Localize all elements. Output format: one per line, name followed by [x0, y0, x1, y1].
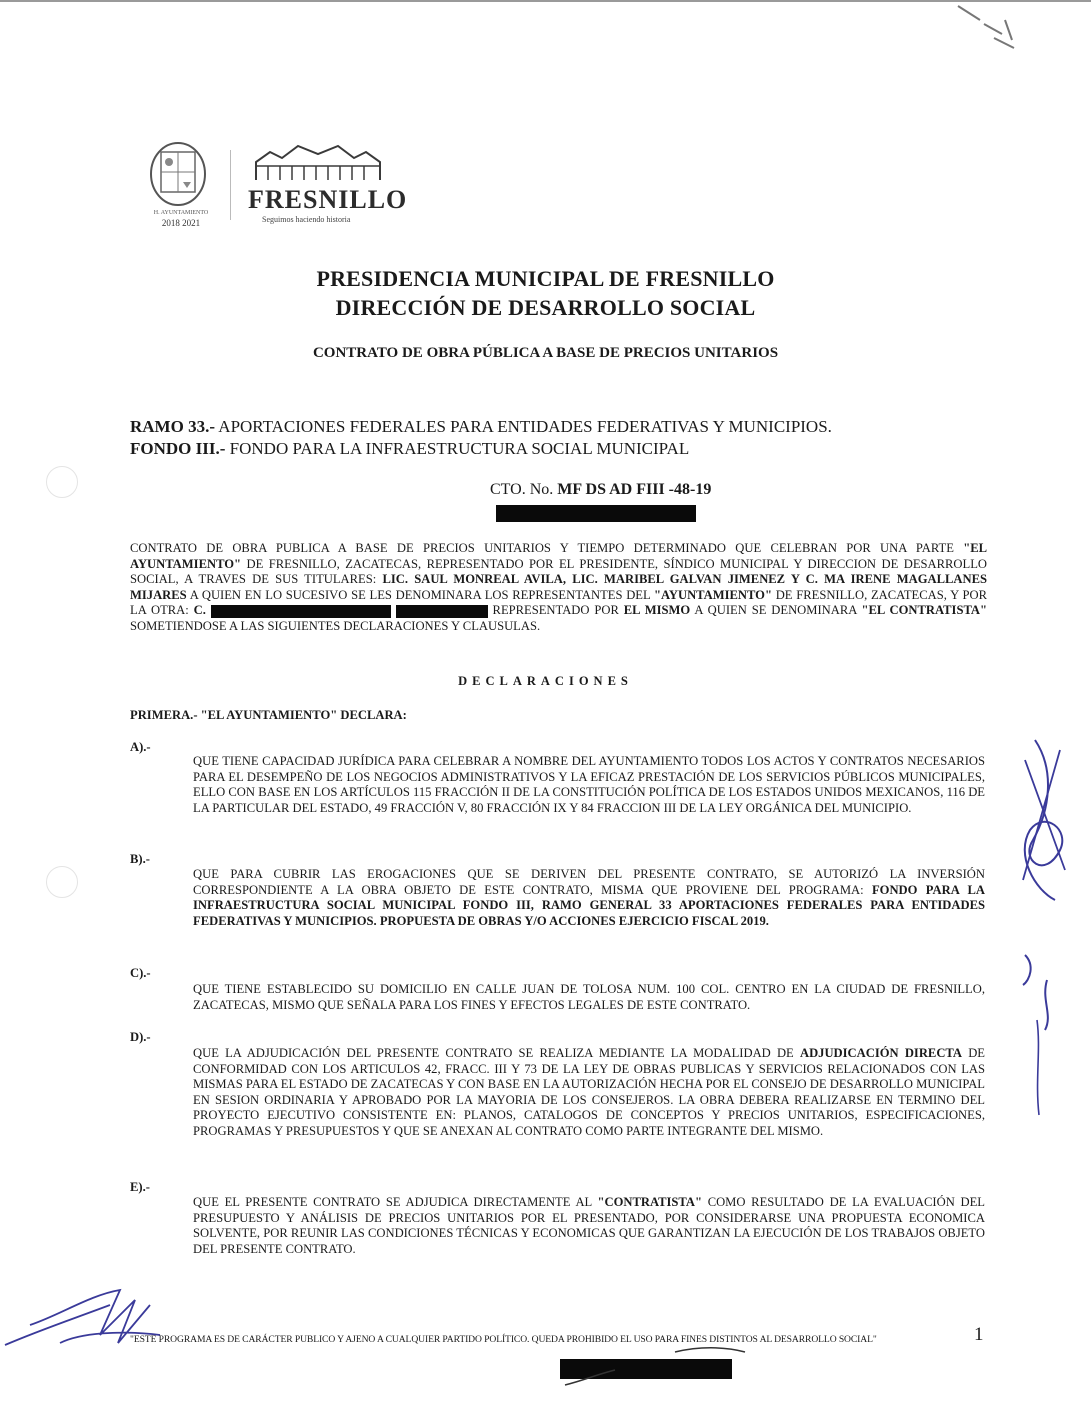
intro-text: DE FRESNILLO, ZACATECAS, REPRESENTADO POR EL PRESIDENTE, SÍNDICO MUNICIPAL Y DIRECCION DE DESARROLLO SOCIAL, A TRAVES DE SUS TITULARES:	[130, 556, 987, 587]
intro-paragraph	[130, 541, 987, 635]
scan-mark	[950, 0, 1040, 60]
redaction-bar	[211, 605, 391, 618]
contract-number	[490, 481, 711, 499]
intro-text: A QUIEN EN LO SUCESIVO SE LES DENOMINARA LOS REPRESENTANTES DEL	[186, 587, 654, 602]
margin-signature	[1005, 730, 1085, 1120]
municipal-seal	[145, 138, 215, 228]
ramo-text: APORTACIONES FEDERALES PARA ENTIDADES FEDERATIVAS Y MUNICIPIOS.	[214, 417, 832, 436]
building-icon	[248, 140, 388, 182]
clause-e-text	[193, 1195, 985, 1257]
clause-d-body: QUE LA ADJUDICACIÓN DEL PRESENTE CONTRATO SE REALIZA MEDIANTE LA MODALIDAD DE	[193, 1046, 800, 1060]
footer-note: "ESTE PROGRAMA ES DE CARÁCTER PUBLICO Y AJENO A CUALQUIER PARTIDO POLÍTICO. QUEDA PROHIBIDO EL USO PARA FINES DISTINTOS AL DESARROLLO SOCIAL"	[130, 1334, 877, 1345]
clause-d-bold: ADJUDICACIÓN DIRECTA	[799, 1046, 962, 1060]
clause-a-text: QUE TIENE CAPACIDAD JURÍDICA PARA CELEBRAR A NOMBRE DEL AYUNTAMIENTO TODOS LOS ACTOS Y CONTRATOS NECESARIOS PARA EL DESEMPEÑO DE LOS NEGOCIOS ADMINISTRATIVOS Y LA EFICAZ PRESTACIÓN DE LOS SERVICIOS PÚBLICOS MUNICIPALES, ELLO CON BASE EN LOS ARTÍCULOS 115 FRACCIÓN II DE LA CONSTITUCIÓN POLÍTICA DE LOS ESTADOS UNIDOS MEXICANOS, 116 DE LA PARTICULAR DEL ESTADO, 49 FRACCIÓN V, 80 FRACCIÓN IX Y 84 FRACCION III DE LA LEY ORGÁNICA DEL MUNICIPIO.	[193, 754, 985, 815]
logo-wordmark: FRESNILLO	[248, 185, 408, 214]
clause-e-body: COMO RESULTADO DE LA EVALUACIÓN DEL PRESUPUESTO Y ANÁLISIS DE PRECIOS UNITARIOS POR EL PRESENTADO, POR CONSIDERARSE UNA PROPUESTA ECONOMICA SOLVENTE, POR REUNIR LAS CONDICIONES TÉCNICAS Y ECONOMICAS QUE GARANTIZAN LA EJECUCIÓN DE LOS TRABAJOS OBJETO DEL PRESENTE CONTRATO.	[193, 1195, 985, 1256]
intro-bold: C.	[193, 603, 206, 618]
logo-divider	[230, 150, 231, 220]
clause-d-text	[193, 1046, 985, 1140]
intro-bold: "AYUNTAMIENTO"	[653, 587, 772, 602]
redaction-bar	[496, 505, 696, 522]
shield-icon	[145, 138, 215, 208]
scan-edge	[0, 0, 1091, 2]
contract-prefix: CTO. No.	[490, 481, 558, 498]
fresnillo-logo	[248, 140, 407, 224]
clause-e-body: QUE EL PRESENTE CONTRATO SE ADJUDICA DIRECTAMENTE AL	[193, 1195, 598, 1209]
declaraciones-heading: DECLARACIONES	[458, 674, 633, 688]
document-subtitle: CONTRATO DE OBRA PÚBLICA A BASE DE PRECIOS UNITARIOS	[312, 345, 779, 361]
clause-c-label: C).-	[130, 966, 151, 980]
title-line-2: DIRECCIÓN DE DESARROLLO SOCIAL	[335, 295, 756, 320]
clause-e-label: E).-	[130, 1180, 150, 1194]
title-line-1: PRESIDENCIA MUNICIPAL DE FRESNILLO	[316, 266, 775, 291]
fondo-text: FONDO PARA LA INFRAESTRUCTURA SOCIAL MUNICIPAL	[225, 439, 690, 458]
intro-text: CONTRATO DE OBRA PUBLICA A BASE DE PRECIOS UNITARIOS Y TIEMPO DETERMINADO QUE CELEBRAN POR UNA PARTE	[130, 541, 964, 555]
seal-years: 2018 2021	[161, 218, 201, 228]
fondo-line	[130, 438, 689, 460]
fondo-label: FONDO III.-	[130, 439, 226, 458]
intro-text: SOMETIENDOSE A LAS SIGUIENTES DECLARACIONES Y CLAUSULAS.	[130, 618, 541, 633]
clause-c-text: QUE TIENE ESTABLECIDO SU DOMICILIO EN CALLE JUAN DE TOLOSA NUM. 100 COL. CENTRO EN LA CIUDAD DE FRESNILLO, ZACATECAS, MISMO QUE SEÑALA PARA LOS FINES Y EFECTOS LEGALES DE ESTE CONTRATO.	[193, 982, 985, 1012]
logo-tagline: Seguimos haciendo historia	[262, 215, 351, 224]
contract-id: MF DS AD FIII -48-19	[557, 481, 712, 498]
punch-hole	[46, 866, 78, 898]
intro-text: A QUIEN SE DENOMINARA	[690, 603, 862, 618]
page-number: 1	[974, 1324, 984, 1345]
clause-d-body: DE CONFORMIDAD CON LOS ARTICULOS 42, FRACC. III Y 73 DE LA LEY DE OBRAS PUBLICAS Y SERVICIOS RELACIONADOS CON LAS MISMAS PARA EL ESTADO DE ZACATECAS Y CON BASE EN LA AUTORIZACIÓN HECHA POR EL CONSEJO DE DESARROLLO MUNICIPAL EN SESION ORDINARIA Y APROBADO POR LA MAYORIA DE LOS CONSEJEROS. LA OBRA DEBERA REALIZARSE EN TERMINO DEL PROYECTO EJECUTIVO CONSISTENTE EN: PLANOS, CATALOGOS DE CONCEPTOS Y PRECIOS UNITARIOS, ESPECIFICACIONES, PROGRAMAS Y PRESUPUESTOS Y QUE SE ANEXAN AL CONTRATO COMO PARTE INTEGRANTE DEL MISMO.	[193, 1046, 985, 1138]
intro-bold: "EL AYUNTAMIENTO"	[130, 541, 987, 571]
primera-heading: PRIMERA.- "EL AYUNTAMIENTO" DECLARA:	[130, 708, 407, 722]
ramo-line	[130, 416, 832, 438]
clause-d-label: D).-	[130, 1030, 151, 1044]
footer-scribble	[555, 1340, 755, 1390]
intro-bold: EL MISMO	[623, 603, 691, 618]
clause-b-body: QUE PARA CUBRIR LAS EROGACIONES QUE SE DERIVEN DEL PRESENTE CONTRATO, SE AUTORIZÓ LA INVERSIÓN CORRESPONDIENTE A LA OBRA OBJETO DE ESTE CONTRATO, MISMA QUE PROVIENE DEL PROGRAMA:	[193, 867, 985, 897]
clause-e-bold: "CONTRATISTA"	[597, 1195, 702, 1209]
intro-bold: LIC. SAUL MONREAL AVILA, LIC. MARIBEL GALVAN JIMENEZ Y C. MA IRENE MAGALLANES MIJARES	[130, 572, 987, 602]
intro-text: REPRESENTADO POR	[487, 603, 624, 618]
clause-b-text	[193, 867, 985, 929]
redaction-bar	[396, 605, 488, 618]
intro-bold: "EL CONTRATISTA"	[861, 603, 987, 618]
clause-a-label: A).-	[130, 740, 151, 754]
seal-caption: H. AYUNTAMIENTO	[153, 210, 209, 216]
intro-text: DE FRESNILLO, ZACATECAS, Y POR LA OTRA:	[130, 587, 988, 618]
clause-b-label: B).-	[130, 852, 150, 866]
ramo-label: RAMO 33.-	[130, 417, 215, 436]
clause-b-bold: FONDO PARA LA INFRAESTRUCTURA SOCIAL MUNICIPAL FONDO III, RAMO GENERAL 33 APORTACIONES FEDERALES PARA ENTIDADES FEDERATIVAS Y MUNICIPIOS. PROPUESTA DE OBRAS Y/O ACCIONES EJERCICIO FISCAL 2019.	[193, 882, 985, 928]
punch-hole	[46, 466, 78, 498]
